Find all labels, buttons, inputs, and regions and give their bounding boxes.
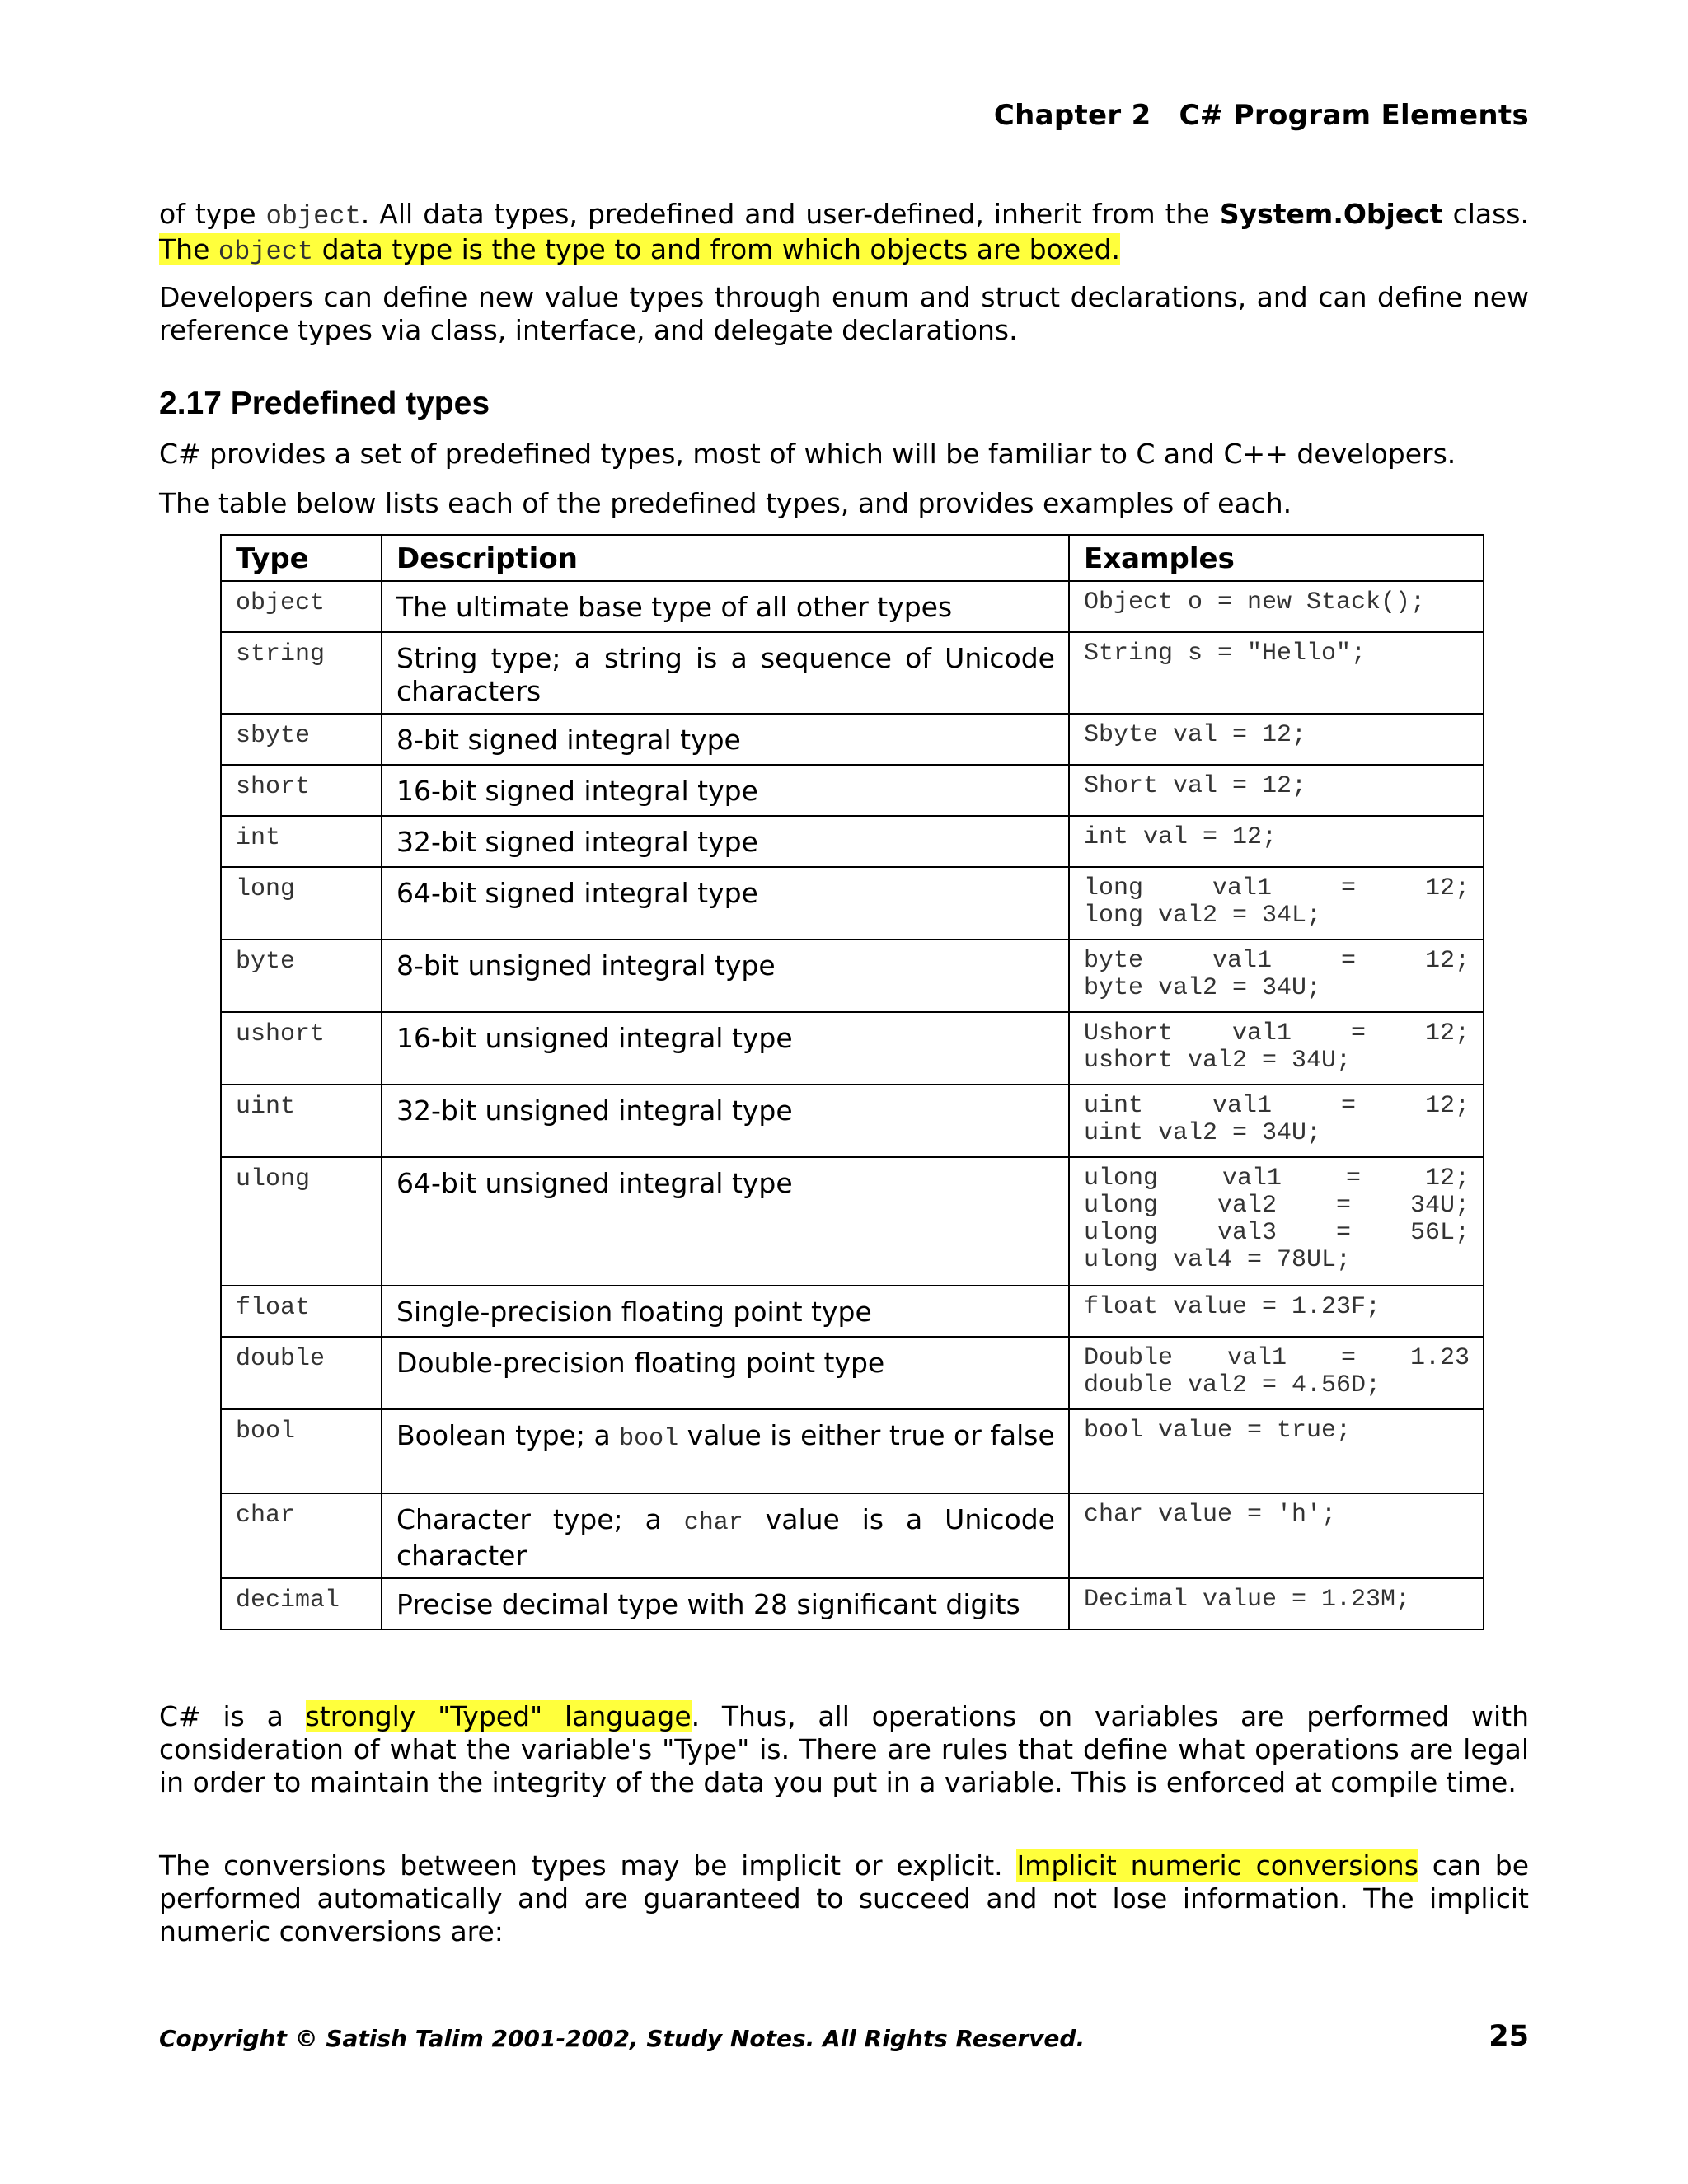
page-number: 25 [1489, 2020, 1529, 2053]
document-page [159, 0, 1529, 2184]
cell-type: float [221, 1286, 382, 1337]
example-code-line: Short val = 12; [1084, 772, 1307, 800]
cell-examples [1069, 816, 1484, 867]
cell-description: 16-bit signed integral type [382, 765, 1069, 816]
cell-examples [1069, 1578, 1484, 1629]
example-code-line: Double val1 = 1.23 [1084, 1344, 1470, 1372]
example-code-line: double val2 = 4.56D; [1084, 1371, 1381, 1399]
text-run: The conversions between types may be implicit or explicit. [159, 1849, 1017, 1882]
highlighted-phrase: Implicit numeric conversions [1016, 1849, 1418, 1882]
cell-examples [1069, 1409, 1484, 1493]
cell-description: 64-bit signed integral type [382, 867, 1069, 940]
inline-code: object [218, 237, 314, 267]
paragraph-strongly-typed [159, 1700, 1529, 1799]
table-row [221, 1409, 1484, 1493]
cell-examples [1069, 1012, 1484, 1085]
cell-description: 64-bit unsigned integral type [382, 1157, 1069, 1286]
example-code-line: long val2 = 34L; [1084, 902, 1322, 930]
cell-description: 32-bit unsigned integral type [382, 1085, 1069, 1157]
cell-type: ushort [221, 1012, 382, 1085]
chapter-title: C# Program Elements [1179, 99, 1529, 132]
cell-type: object [221, 581, 382, 632]
table-row [221, 1337, 1484, 1409]
example-code-line: int val = 12; [1084, 823, 1278, 851]
cell-description: Precise decimal type with 28 significant digits [382, 1578, 1069, 1629]
text-run: value is a Unicode character [396, 1503, 1055, 1572]
cell-examples [1069, 1337, 1484, 1409]
cell-description [382, 1409, 1069, 1493]
cell-examples [1069, 765, 1484, 816]
table-row [221, 714, 1484, 765]
cell-examples [1069, 940, 1484, 1012]
example-code-line: ulong val4 = 78UL; [1084, 1246, 1352, 1274]
cell-description: 16-bit unsigned integral type [382, 1012, 1069, 1085]
example-code-line: uint val1 = 12; [1084, 1092, 1470, 1120]
table-row [221, 1085, 1484, 1157]
table-row [221, 1012, 1484, 1085]
paragraph-predefined-intro: C# provides a set of predefined types, most of which will be familiar to C and C++ developers. [159, 438, 1456, 470]
cell-examples [1069, 714, 1484, 765]
table-row [221, 632, 1484, 714]
table-row [221, 1578, 1484, 1629]
table-row [221, 1493, 1484, 1578]
highlighted-phrase: strongly "Typed" language [305, 1700, 692, 1732]
text-run: Character type; a [396, 1503, 684, 1535]
cell-description [382, 1493, 1069, 1578]
example-code-line: uint val2 = 34U; [1084, 1119, 1322, 1147]
cell-type: long [221, 867, 382, 940]
text-run: data type is the type to and from which objects are boxed. [313, 233, 1121, 265]
example-code-line: String s = "Hello"; [1084, 640, 1367, 668]
table-row [221, 867, 1484, 940]
table-row [221, 816, 1484, 867]
table-row [221, 765, 1484, 816]
example-code-line: byte val2 = 34U; [1084, 974, 1322, 1002]
cell-description: The ultimate base type of all other types [382, 581, 1069, 632]
cell-examples [1069, 1493, 1484, 1578]
example-code-line: ulong val1 = 12; [1084, 1165, 1470, 1193]
running-header [994, 99, 1529, 132]
header-type: Type [221, 535, 382, 581]
cell-type: uint [221, 1085, 382, 1157]
paragraph-developers: Developers can define new value types through enum and struct declarations, and can define new reference types via class, interface, and delegate declarations. [159, 281, 1529, 346]
cell-description: 8-bit unsigned integral type [382, 940, 1069, 1012]
section-title: 2.17 Predefined types [159, 386, 490, 421]
paragraph-object-type [159, 198, 1529, 269]
header-description: Description [382, 535, 1069, 581]
text-run: . All data types, predefined and user-defined, inherit from the [360, 198, 1220, 230]
cell-examples [1069, 632, 1484, 714]
example-code-line: char value = 'h'; [1084, 1501, 1337, 1529]
cell-examples [1069, 1085, 1484, 1157]
cell-description: 8-bit signed integral type [382, 714, 1069, 765]
cell-type: bool [221, 1409, 382, 1493]
cell-type: ulong [221, 1157, 382, 1286]
cell-description: 32-bit signed integral type [382, 816, 1069, 867]
cell-description: String type; a string is a sequence of Unicode characters [382, 632, 1069, 714]
footer-copyright: Copyright © Satish Talim 2001-2002, Study Notes. All Rights Reserved. [159, 2025, 1085, 2052]
example-code-line: ulong val2 = 34U; [1084, 1192, 1470, 1220]
cell-type: sbyte [221, 714, 382, 765]
example-code-line: long val1 = 12; [1084, 874, 1470, 902]
cell-examples [1069, 581, 1484, 632]
example-code-line: Ushort val1 = 12; [1084, 1019, 1470, 1047]
text-run: The [159, 233, 218, 265]
table-row [221, 940, 1484, 1012]
cell-type: char [221, 1493, 382, 1578]
highlighted-sentence [159, 233, 1120, 265]
example-code-line: Object o = new Stack(); [1084, 588, 1426, 616]
text-run: of type [159, 198, 266, 230]
text-run: value is either true or false [678, 1419, 1055, 1451]
cell-description: Double-precision floating point type [382, 1337, 1069, 1409]
example-code-line: byte val1 = 12; [1084, 947, 1470, 975]
text-run: Boolean type; a [396, 1419, 620, 1451]
paragraph-conversions [159, 1849, 1529, 1948]
inline-code: bool [619, 1425, 679, 1453]
paragraph-table-intro: The table below lists each of the predefined types, and provides examples of each. [159, 487, 1292, 519]
bold-term: System.Object [1219, 198, 1443, 230]
cell-type: short [221, 765, 382, 816]
example-code-line: Decimal value = 1.23M; [1084, 1586, 1411, 1614]
text-run: can be performed automatically and are guaranteed to succeed and not lose information. The implicit numeric conversions are: [159, 1849, 1530, 1947]
text-run: C# is a [159, 1700, 306, 1732]
text-run: . Thus, all operations on variables are performed with consideration of what the variable's "Type" is. There are rules that define what operations are legal in order to maintain the integrity of the data you put in a variable. This is enforced at compile time. [159, 1700, 1529, 1798]
table-row [221, 581, 1484, 632]
cell-type: double [221, 1337, 382, 1409]
example-code-line: ulong val3 = 56L; [1084, 1219, 1470, 1247]
table-row [221, 1286, 1484, 1337]
example-code-line: ushort val2 = 34U; [1084, 1047, 1352, 1075]
example-code-line: bool value = true; [1084, 1417, 1352, 1445]
inline-code: char [683, 1509, 743, 1537]
example-code-line: Sbyte val = 12; [1084, 721, 1307, 749]
table-header-row [221, 535, 1484, 581]
inline-code: object [265, 201, 361, 232]
text-run: class. [1442, 198, 1529, 230]
cell-description: Single-precision floating point type [382, 1286, 1069, 1337]
example-code-line: float value = 1.23F; [1084, 1293, 1381, 1321]
table-row [221, 1157, 1484, 1286]
cell-examples [1069, 1157, 1484, 1286]
cell-type: byte [221, 940, 382, 1012]
table-body [221, 581, 1484, 1629]
predefined-types-table [220, 534, 1484, 1630]
cell-type: decimal [221, 1578, 382, 1629]
chapter-label: Chapter 2 [993, 99, 1151, 132]
cell-examples [1069, 1286, 1484, 1337]
header-examples: Examples [1069, 535, 1484, 581]
cell-examples [1069, 867, 1484, 940]
cell-type: string [221, 632, 382, 714]
cell-type: int [221, 816, 382, 867]
